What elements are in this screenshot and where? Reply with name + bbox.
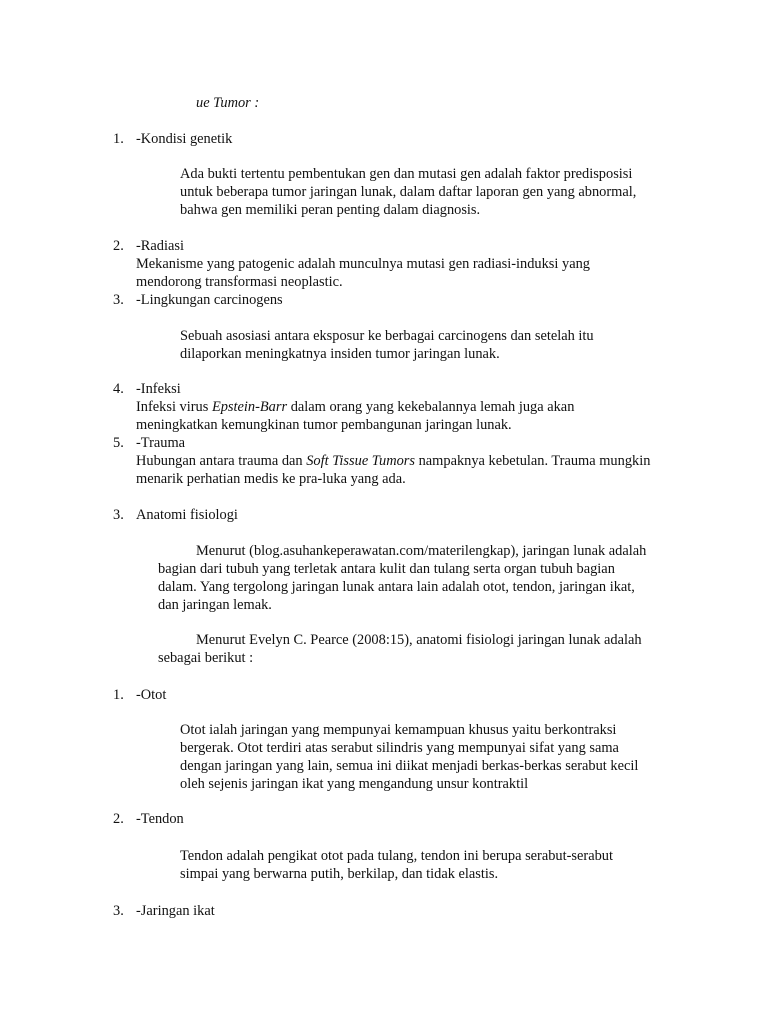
list-item-title: -Otot: [136, 687, 167, 703]
list-number: 3.: [113, 903, 124, 919]
list-item-title: -Trauma: [136, 435, 186, 451]
paragraph: Hubungan antara trauma dan Soft Tissue Tumors nampaknya kebetulan. Trauma mungkin menarik perhatian medis ke pra-luka yang ada.: [136, 453, 651, 487]
list-number: 1.: [113, 687, 124, 703]
list-item-title: -Infeksi: [136, 381, 181, 397]
section-title: Anatomi fisiologi: [136, 507, 238, 523]
list-item-title: -Jaringan ikat: [136, 903, 215, 919]
list-item-title: -Lingkungan carcinogens: [136, 292, 283, 308]
list-number: 2.: [113, 238, 124, 254]
list-number: 3.: [113, 292, 124, 308]
paragraph: Tendon adalah pengikat otot pada tulang, tendon ini berupa serabut-serabut simpai yang berwarna putih, berkilap, dan tidak elastis.: [180, 848, 613, 882]
paragraph: Infeksi virus Epstein-Barr dalam orang yang kekebalannya lemah juga akan meningkatkan kemungkinan tumor pembangunan jaringan lunak.: [136, 399, 575, 433]
paragraph: Sebuah asosiasi antara eksposur ke berbagai carcinogens dan setelah itu dilaporkan meningkatnya insiden tumor jaringan lunak.: [180, 328, 594, 362]
paragraph: Otot ialah jaringan yang mempunyai kemampuan khusus yaitu berkontraksi bergerak. Otot terdiri atas serabut silindris yang mempunyai sifat yang sama dengan jaringan yang lain, semua ini diikat menjadi berkas-berkas serabut kecil oleh sejenis jaringan ikat yang mengandung unsur kontraktil: [180, 722, 639, 792]
list-item-title: -Tendon: [136, 811, 184, 827]
list-number: 1.: [113, 131, 124, 147]
list-number: 2.: [113, 811, 124, 827]
paragraph: Menurut Evelyn C. Pearce (2008:15), anatomi fisiologi jaringan lunak adalah sebagai berikut :: [158, 632, 642, 666]
list-number: 5.: [113, 435, 124, 451]
paragraph: Ada bukti tertentu pembentukan gen dan mutasi gen adalah faktor predisposisi untuk beberapa tumor jaringan lunak, dalam daftar laporan gen yang abnormal, bahwa gen memiliki peran penting dalam diagnosis.: [180, 166, 637, 218]
list-item-title: -Radiasi: [136, 238, 184, 254]
list-number: 4.: [113, 381, 124, 397]
section-number: 3.: [113, 507, 124, 523]
paragraph: Mekanisme yang patogenic adalah munculnya mutasi gen radiasi-induksi yang mendorong transformasi neoplastic.: [136, 256, 590, 290]
section-heading: ue Tumor :: [196, 95, 260, 111]
list-item-title: -Kondisi genetik: [136, 131, 233, 147]
paragraph: Menurut (blog.asuhankeperawatan.com/materilengkap), jaringan lunak adalah bagian dari tubuh yang terletak antara kulit dan tulang serta organ tubuh bagian dalam. Yang tergolong jaringan lunak antara lain adalah otot, tendon, jaringan ikat, dan jaringan lemak.: [158, 543, 647, 613]
